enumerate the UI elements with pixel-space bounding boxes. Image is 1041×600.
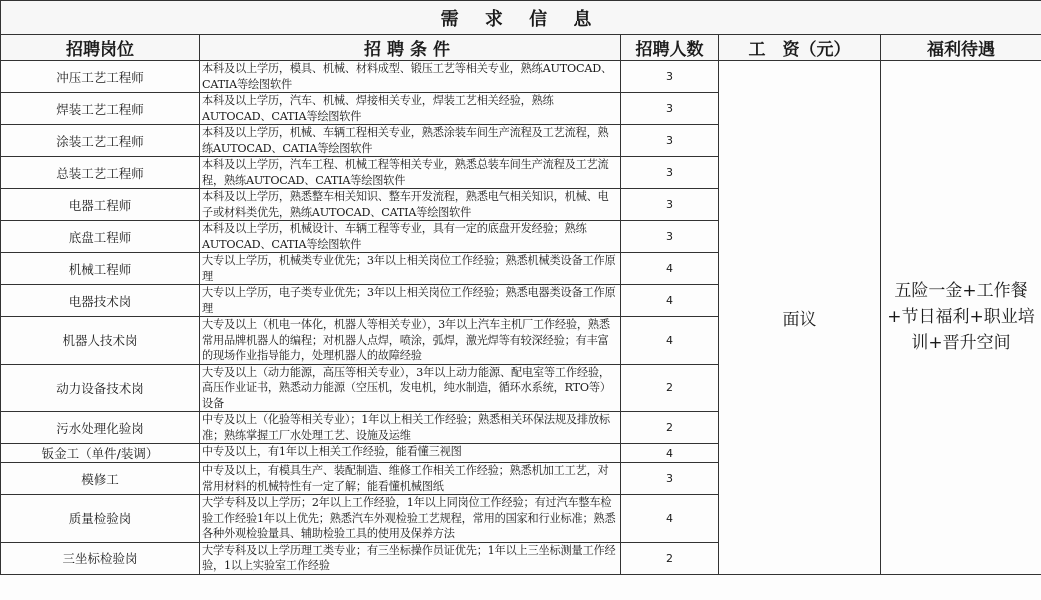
count-cell: 3 — [621, 221, 719, 253]
position-cell: 模修工 — [1, 463, 200, 495]
position-cell: 三坐标检验岗 — [1, 542, 200, 574]
requirements-cell: 大专及以上（动力能源，高压等相关专业），3年以上动力能源、配电室等工作经验，高压作业证书，熟悉动力能源（空压机，发电机，纯水制造，循环水系统，RTO等）设备 — [200, 364, 621, 412]
position-cell: 底盘工程师 — [1, 221, 200, 253]
count-cell: 4 — [621, 495, 719, 543]
requirements-cell: 大学专科及以上学历；2年以上工作经验，1年以上同岗位工作经验；有过汽车整车检验工作经验1年以上优先；熟悉汽车外观检验工艺规程，常用的国家和行业标准；熟悉各种外观检验量具、辅助检验工具的使用及保养方法 — [200, 495, 621, 543]
count-cell: 4 — [621, 285, 719, 317]
salary-value: 面议 — [782, 309, 817, 330]
title-row — [1, 1, 1041, 35]
requirements-cell: 大专以上学历，电子类专业优先；3年以上相关岗位工作经验；熟悉电器类设备工作原理 — [200, 285, 621, 317]
position-cell: 焊装工艺工程师 — [1, 93, 200, 125]
requirements-cell: 大专以上学历，机械类专业优先；3年以上相关岗位工作经验；熟悉机械类设备工作原理 — [200, 253, 621, 285]
header-benefits: 福利待遇 — [881, 35, 1041, 61]
position-cell: 机器人技术岗 — [1, 317, 200, 365]
benefits-cell — [881, 61, 1041, 575]
position-cell: 污水处理化验岗 — [1, 412, 200, 444]
requirements-cell: 中专及以上（化验等相关专业）；1年以上相关工作经验；熟悉相关环保法规及排放标准；熟练掌握工厂水处理工艺、设施及运维 — [200, 412, 621, 444]
count-cell: 2 — [621, 412, 719, 444]
position-cell: 电器工程师 — [1, 189, 200, 221]
requirements-cell: 中专及以上，有1年以上相关工作经验，能看懂三视图 — [200, 444, 621, 463]
position-cell: 电器技术岗 — [1, 285, 200, 317]
position-cell: 总装工艺工程师 — [1, 157, 200, 189]
position-cell: 质量检验岗 — [1, 495, 200, 543]
header-count: 招聘人数 — [621, 35, 719, 61]
salary-cell — [719, 61, 881, 575]
requirements-cell: 本科及以上学历，熟悉整车相关知识、整车开发流程，熟悉电气相关知识，机械、电子或材料类优先，熟练AUTOCAD、CATIA等绘图软件 — [200, 189, 621, 221]
requirements-cell: 本科及以上学历，汽车、机械、焊接相关专业，焊装工艺相关经验，熟练AUTOCAD、CATIA等绘图软件 — [200, 93, 621, 125]
count-cell: 3 — [621, 189, 719, 221]
requirements-cell: 大专及以上（机电一体化，机器人等相关专业），3年以上汽车主机厂工作经验，熟悉常用品牌机器人的编程；对机器人点焊，喷涂，弧焊，激光焊等有较深经验；有丰富的现场作业指导能力，处理机器人的故障经验 — [200, 317, 621, 365]
count-cell: 2 — [621, 542, 719, 574]
table-title: 需 求 信 息 — [1, 1, 1041, 35]
count-cell: 4 — [621, 253, 719, 285]
count-cell: 2 — [621, 364, 719, 412]
requirements-cell: 中专及以上，有模具生产、装配制造、维修工作相关工作经验；熟悉机加工工艺，对常用材料的机械特性有一定了解；能看懂机械图纸 — [200, 463, 621, 495]
header-salary: 工 资（元） — [719, 35, 881, 61]
position-cell: 涂装工艺工程师 — [1, 125, 200, 157]
position-cell: 冲压工艺工程师 — [1, 61, 200, 93]
position-cell: 钣金工（单件/装调） — [1, 444, 200, 463]
header-position: 招聘岗位 — [1, 35, 200, 61]
benefits-value: 五险一金+工作餐+节日福利+职业培训+晋升空间 — [887, 281, 1035, 354]
table-row — [1, 61, 1041, 93]
requirements-cell: 本科及以上学历，汽车工程、机械工程等相关专业，熟悉总装车间生产流程及工艺流程，熟练AUTOCAD、CATIA等绘图软件 — [200, 157, 621, 189]
count-cell: 4 — [621, 444, 719, 463]
requirements-cell: 本科及以上学历，模具、机械、材料成型、锻压工艺等相关专业，熟练AUTOCAD、CATIA等绘图软件 — [200, 61, 621, 93]
count-cell: 3 — [621, 463, 719, 495]
count-cell: 3 — [621, 61, 719, 93]
count-cell: 3 — [621, 157, 719, 189]
position-cell: 机械工程师 — [1, 253, 200, 285]
count-cell: 3 — [621, 125, 719, 157]
count-cell: 4 — [621, 317, 719, 365]
header-row — [1, 35, 1041, 61]
header-requirements: 招聘条件 — [200, 35, 621, 61]
requirements-cell: 本科及以上学历，机械、车辆工程相关专业，熟悉涂装车间生产流程及工艺流程，熟练AUTOCAD、CATIA等绘图软件 — [200, 125, 621, 157]
requirements-cell: 本科及以上学历，机械设计、车辆工程等专业，具有一定的底盘开发经验；熟练AUTOCAD、CATIA等绘图软件 — [200, 221, 621, 253]
position-cell: 动力设备技术岗 — [1, 364, 200, 412]
requirements-cell: 大学专科及以上学历理工类专业；有三坐标操作员证优先；1年以上三坐标测量工作经验，1以上实验室工作经验 — [200, 542, 621, 574]
count-cell: 3 — [621, 93, 719, 125]
